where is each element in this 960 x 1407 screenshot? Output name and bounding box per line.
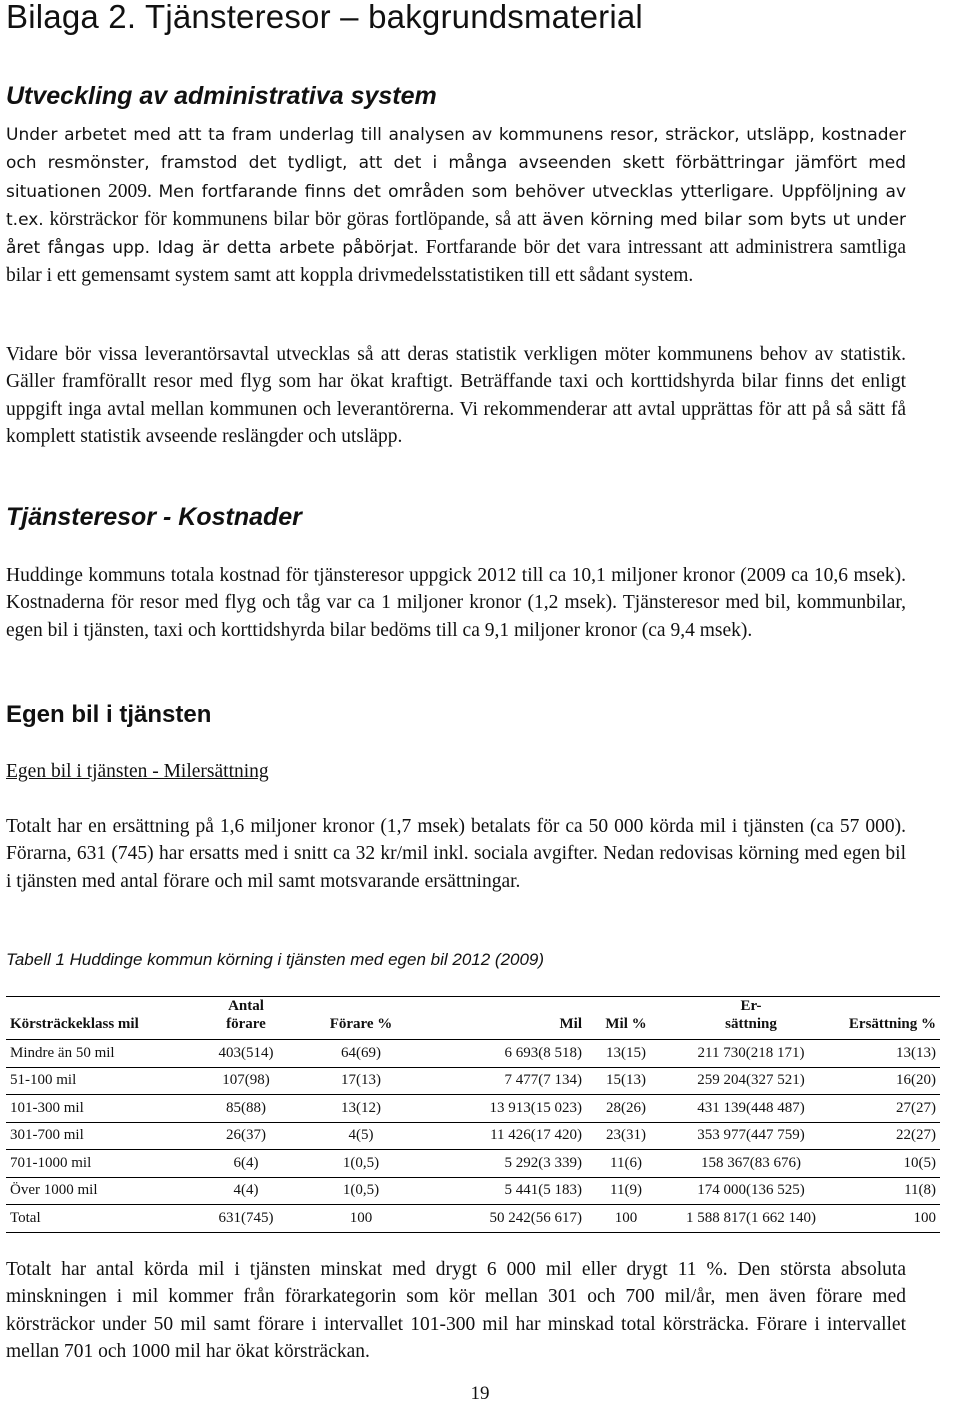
paragraph-summary: Totalt har antal körda mil i tjänsten minskat med drygt 6 000 mil eller drygt 11 %. Den största absoluta minskningen i mil kommer från förarkategorin som kör mellan 301 och 700 mil/år, men även förare med körsträckor under 50 mil samt förare i intervallet 101-300 mil har minskad total körsträcka. Förare i intervallet mellan 701 och 1000 mil har ökat körsträckan. [6,1259,906,1362]
column-header-mil: Mil [426,997,586,1040]
table-cell: 301-700 mil [6,1122,196,1150]
table-cell: 13(15) [586,1040,666,1068]
table-cell: 100 [296,1205,426,1233]
paragraph-text: Under arbetet med att ta fram underlag till analysen av kommunens resor, sträckor, utsläpp, kostnader och resmönster, framstod det tydligt, att det i många avseenden skett förbättringar jämfört med situationen [6,125,906,202]
table-cell: 26(37) [196,1122,296,1150]
table-cell: 701-1000 mil [6,1150,196,1178]
table-cell: 403(514) [196,1040,296,1068]
header-line: Er- [740,998,762,1014]
table-cell: 85(88) [196,1095,296,1123]
table-cell: 7 477(7 134) [426,1067,586,1095]
column-header-klass: Körsträckeklass mil [6,997,196,1040]
table-row [6,1122,940,1150]
paragraph-administrativa-system [6,121,906,290]
table-cell: Total [6,1205,196,1233]
table-cell: 631(745) [196,1205,296,1233]
table-cell: 5 441(5 183) [426,1177,586,1205]
table-cell: 100 [836,1205,940,1233]
table-cell: Mindre än 50 mil [6,1040,196,1068]
table-cell: 1 588 817(1 662 140) [666,1205,836,1233]
table-cell: 11(8) [836,1177,940,1205]
table-cell: 1(0,5) [296,1150,426,1178]
table-cell: 6 693(8 518) [426,1040,586,1068]
table-cell: 11(9) [586,1177,666,1205]
table-header-row [6,997,940,1040]
table-cell: 64(69) [296,1040,426,1068]
page-title: Bilaga 2. Tjänsteresor – bakgrundsmaterial [6,0,643,35]
table-cell: 16(20) [836,1067,940,1095]
column-header-mil-pct: Mil % [586,997,666,1040]
paragraph-text: Men fortfarande finns det områden som behöver utvecklas ytterligare. Uppföljning av t.ex. [6,181,907,230]
column-header-antal-forare [196,997,296,1040]
header-line: Antal [228,998,264,1014]
subheading-milersattning: Egen bil i tjänsten - Milersättning [6,761,269,782]
table-cell: 50 242(56 617) [426,1205,586,1233]
table-cell: 5 292(3 339) [426,1150,586,1178]
table-cell: 211 730(218 171) [666,1040,836,1068]
page-number: 19 [470,1383,490,1404]
column-header-ersattning-pct: Ersättning % [836,997,940,1040]
table-cell: 17(13) [296,1067,426,1095]
table-cell: 6(4) [196,1150,296,1178]
table-cell: 13(12) [296,1095,426,1123]
section-heading-kostnader: Tjänsteresor - Kostnader [6,503,302,531]
table-row [6,1095,940,1123]
table-cell: 174 000(136 525) [666,1177,836,1205]
section-heading-administrativa-system: Utveckling av administrativa system [6,82,437,110]
table-cell: 13 913(15 023) [426,1095,586,1123]
column-header-forare-pct: Förare % [296,997,426,1040]
data-table [6,996,940,1233]
table-cell: 1(0,5) [296,1177,426,1205]
paragraph-kostnader: Huddinge kommuns totala kostnad för tjänsteresor uppgick 2012 till ca 10,1 miljoner kronor (2009 ca 10,6 msek). Kostnaderna för resor med flyg och tåg var ca 1 miljoner kronor (1,2 msek). Tjänsteresor med bil, kommunbilar, egen bil i tjänsten, taxi och korttidshyrda bilar bedöms till ca 9,1 miljoner kronor (ca 9,4 msek). [6,565,906,641]
table-cell: 11 426(17 420) [426,1122,586,1150]
table-cell: 100 [586,1205,666,1233]
paragraph-leverantorsavtal: Vidare bör vissa leverantörsavtal utvecklas så att deras statistik verkligen möter kommunens behov av statistik. Gäller framförallt resor med flyg som har ökat kraftigt. Beträffande taxi och korttidshyrda bilar finns det enligt uppgift inga avtal mellan kommunen och leverantörerna. Vi rekommenderar att avtal upprättas för att på så sätt få komplett statistik avseende reslängder och utsläpp. [6,344,906,447]
table-cell: 51-100 mil [6,1067,196,1095]
paragraph-text: körsträckor för kommunens bilar bör göras fortlöpande, så att [49,208,537,230]
paragraph-text: Fortfarande bör det vara intressant att administrera samtliga bilar i ett gemensamt system samt att koppla drivmedelsstatistiken till ett sådant system. [6,237,906,287]
paragraph-text: 2009. [107,180,152,202]
table-row-total [6,1205,940,1233]
column-header-ersattning [666,997,836,1040]
table-cell: 158 367(83 676) [666,1150,836,1178]
table-cell: 10(5) [836,1150,940,1178]
table-row [6,1040,940,1068]
table-cell: 27(27) [836,1095,940,1123]
header-line: förare [226,1016,266,1032]
table-cell: 13(13) [836,1040,940,1068]
table-cell: 259 204(327 521) [666,1067,836,1095]
table-cell: 15(13) [586,1067,666,1095]
table-cell: 101-300 mil [6,1095,196,1123]
paragraph-milersattning: Totalt har en ersättning på 1,6 miljoner kronor (1,7 msek) betalats för ca 50 000 körda mil i tjänsten (ca 57 000). Förarna, 631 (745) har ersatts med i snitt ca 32 kr/mil inkl. sociala avgifter. Nedan redovisas körning med egen bil i tjänsten med antal förare och mil samt motsvarande ersättningar. [6,816,906,892]
table-cell: 353 977(447 759) [666,1122,836,1150]
table-cell: 431 139(448 487) [666,1095,836,1123]
table-row [6,1177,940,1205]
table-cell: 23(31) [586,1122,666,1150]
table-cell: 22(27) [836,1122,940,1150]
paragraph-text: även körning med bilar som byts ut under året fångas upp. Idag är detta arbete påbörjat. [6,209,907,259]
table-cell: 4(4) [196,1177,296,1205]
table-caption: Tabell 1 Huddinge kommun körning i tjänsten med egen bil 2012 (2009) [6,950,545,969]
table-cell: Över 1000 mil [6,1177,196,1205]
table-cell: 11(6) [586,1150,666,1178]
table-row [6,1067,940,1095]
table-row [6,1150,940,1178]
table-cell: 28(26) [586,1095,666,1123]
section-heading-egen-bil: Egen bil i tjänsten [6,701,212,728]
table-cell: 4(5) [296,1122,426,1150]
header-line: sättning [725,1016,777,1032]
table-cell: 107(98) [196,1067,296,1095]
